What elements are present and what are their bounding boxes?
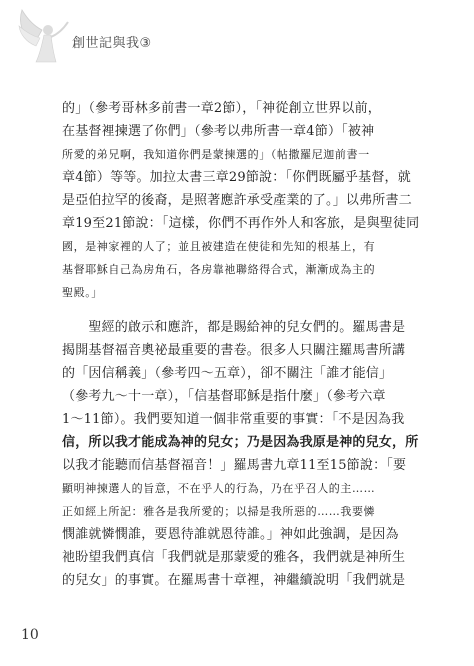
text-line: 基督耶穌自己為房角石，各房靠祂聯絡得合式，漸漸成為主的 [62, 263, 376, 276]
text-line: 正如經上所記：雅各是我所愛的；以掃是我所惡的……我要憐 [62, 505, 376, 518]
angel-icon [16, 6, 72, 66]
text-line: 國，是神家裡的人了；並且被建造在使徒和先知的根基上，有 [62, 240, 376, 253]
text-line: 的兒女」的事實。在羅馬書十章裡，神繼續說明「我們就是 [62, 573, 406, 588]
text-line: 憫誰就憐憫誰，要恩待誰就恩待誰。」神如此強調，是因為 [62, 527, 399, 542]
page-number: 10 [21, 627, 39, 643]
text-line: 信，所以我才能成為神的兒女；乃是因為我原是神的兒女，所 [62, 435, 419, 450]
paragraph-1 [62, 97, 428, 304]
text-line: 顯明神揀選人的旨意，不在乎人的行為，乃在乎召人的主…… [62, 482, 376, 495]
text-line: 的」（參考哥林多前書一章2節），「神從創立世界以前， [62, 101, 381, 116]
body-text [62, 97, 428, 592]
text-line: 以我才能聽而信基督福音！」羅馬書九章11至15節說：「要 [62, 458, 407, 473]
text-line: 在基督裡揀選了你們」（參考以弗所書一章4節）「被神 [62, 124, 375, 139]
text-line: 揭開基督福音奧祕最重要的書卷。很多人只關注羅馬書所講 [62, 343, 406, 358]
text-line: （參考九～十一章），「信基督耶穌是指什麼」（參考六章 [62, 389, 386, 404]
text-line: 聖經的啟示和應許，都是賜給神的兒女們的。羅馬書是 [62, 320, 406, 335]
header-title: 創世記與我③ [72, 36, 152, 51]
text-line: 的「因信稱義」（參考四～五章），卻不關注「誰才能信」 [62, 366, 393, 381]
paragraph-2 [62, 316, 428, 592]
text-line: 聖殿。」 [62, 286, 103, 299]
text-line: 1～11節）。我們要知道一個非常重要的事實：「不是因為我 [62, 412, 405, 427]
paragraph-gap [62, 304, 428, 316]
text-line: 所愛的弟兄啊，我知道你們是蒙揀選的」（帖撒羅尼迦前書一 [62, 148, 370, 161]
text-line: 祂盼望我們真信「我們就是那蒙愛的雅各，我們就是神所生 [62, 550, 406, 565]
text-line: 章4節）等等。加拉太書三章29節說：「你們既屬乎基督，就 [62, 170, 411, 185]
text-line: 是亞伯拉罕的後裔，是照著應許承受產業的了。」以弗所書二 [62, 193, 412, 208]
running-header [0, 0, 474, 75]
text-line: 章19至21節說：「這樣，你們不再作外人和客旅，是與聖徒同 [62, 216, 420, 231]
